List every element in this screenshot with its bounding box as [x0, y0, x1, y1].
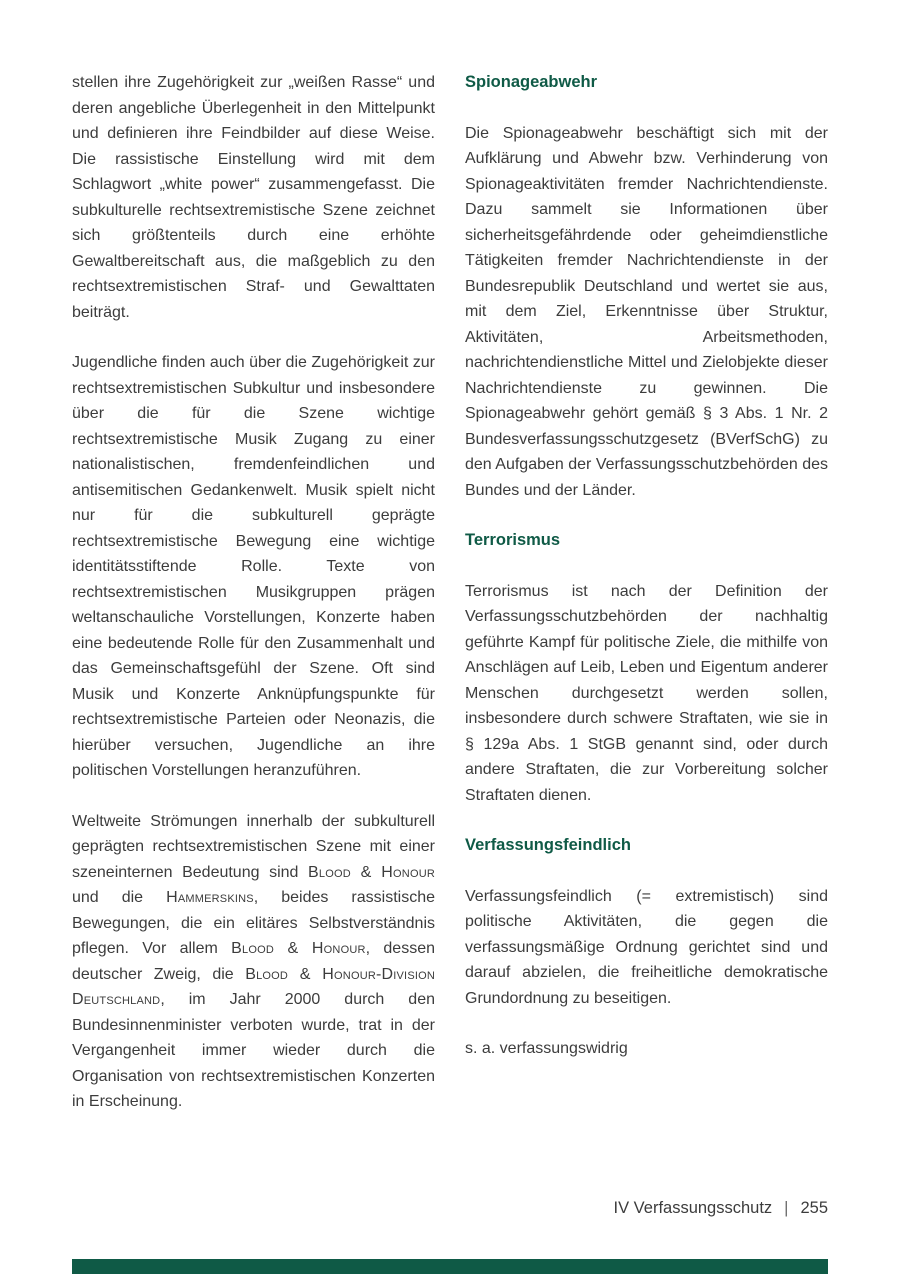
footer-page-number: 255	[800, 1199, 828, 1217]
section-heading: Terrorismus	[465, 531, 561, 549]
see-also-note: s. a. verfassungswidrig	[465, 1040, 628, 1057]
body-paragraph: Terrorismus ist nach der Definition der Verfassungsschutzbehörden der nachhaltig geführte Kampf für politische Ziele, die mithilfe von Anschlägen auf Leib, Leben und Eigentum anderer Menschen durchgesetzt werden sollen, insbesondere durch schwere Straftaten, wie sie in § 129a Abs. 1 StGB genannt sind, oder durch andere Straftaten, die zur Vorbereitung solcher Straftaten dienen.	[465, 582, 828, 804]
bottom-accent-bar	[72, 1259, 828, 1274]
section-heading: Spionageabwehr	[465, 73, 598, 91]
section-heading: Verfassungsfeindlich	[465, 836, 631, 854]
glossary-section-spionageabwehr	[465, 70, 828, 503]
body-paragraph: Die Spionageabwehr beschäftigt sich mit der Aufklärung und Abwehr bzw. Verhinderung von Spionageaktivitäten fremder Nachrichtendienste. Dazu sammelt sie Informationen über sicherheitsgefährdende oder geheimdienstliche Tätigkeiten fremder Nachrichtendienste in der Bundesrepublik Deutschland und wertet sie aus, mit dem Ziel, Erkenntnisse über Struktur, Aktivitäten, Arbeitsmethoden, nachrichtendienstliche Mittel und Zielobjekte dieser Nachrichtendienste zu gewinnen. Die Spionageabwehr gehört gemäß § 3 Abs. 1 Nr. 2 Bundesverfassungsschutzgesetz (BVerfSchG) zu den Aufgaben der Verfassungsschutzbehörden des Bundes und der Länder.	[465, 124, 828, 499]
body-paragraph: Verfassungsfeindlich (= extremistisch) sind politische Aktivitäten, die gegen die verfassungsmäßige Ordnung gerichtet sind und darauf abzielen, die freiheitliche demokratische Grundordnung zu beseitigen.	[465, 887, 828, 1007]
body-paragraph: stellen ihre Zugehörigkeit zur „weißen Rasse“ und deren angebliche Überlegenheit in den Mittelpunkt und definieren ihre Feindbilder auf diese Weise. Die rassistische Einstellung wird mit dem Schlagwort „white power“ zusammengefasst. Die subkulturelle rechtsextremistische Szene zeichnet sich größtenteils durch eine erhöhte Gewaltbereitschaft aus, die maßgeblich zu den rechtsextremistischen Straf- und Gewalttaten beiträgt.	[72, 74, 435, 321]
glossary-section-verfassungsfeindlich	[465, 833, 828, 1062]
left-column	[72, 70, 435, 1140]
body-paragraph: Weltweite Strömungen innerhalb der subkulturell geprägten rechtsextremistischen Szene mit einer szeneinternen Bedeutung sind Blood & Honour und die Hammerskins, beides rassistische Bewegungen, die ein elitäres Selbstverständnis pflegen. Vor allem Blood & Honour, dessen deutscher Zweig, die Blood & Honour-Division Deutschland, im Jahr 2000 durch den Bundesinnenminister verboten wurde, trat in der Vergangenheit immer wieder durch die Organisation von rechtsextremistischen Konzerten in Erscheinung.	[72, 812, 436, 1110]
glossary-section-terrorismus	[465, 528, 828, 808]
body-paragraph: Jugendliche finden auch über die Zugehörigkeit zur rechtsextremistischen Subkultur und insbesondere über die für die Szene wichtige rechtsextremistische Musik Zugang zu einer nationalistischen, fremdenfeindlichen und antisemitischen Gedankenwelt. Musik spielt nicht nur für die subkulturell geprägte rechtsextremistische Bewegung eine wichtige identitätsstiftende Rolle. Texte von rechtsextremistischen Musikgruppen prägen weltanschauliche Vorstellungen, Konzerte haben eine bedeutende Rolle für den Zusammenhalt und das Gemeinschaftsgefühl der Szene. Oft sind Musik und Konzerte Anknüpfungspunkte für rechtsextremistische Parteien oder Neonazis, die hierüber versuchen, Jugendliche an ihre politischen Vorstellungen heranzuführen.	[72, 354, 435, 779]
footer-divider: |	[784, 1199, 789, 1217]
page-footer	[614, 1199, 829, 1218]
right-column	[465, 70, 828, 1140]
footer-section-label: IV Verfassungsschutz	[613, 1199, 773, 1217]
